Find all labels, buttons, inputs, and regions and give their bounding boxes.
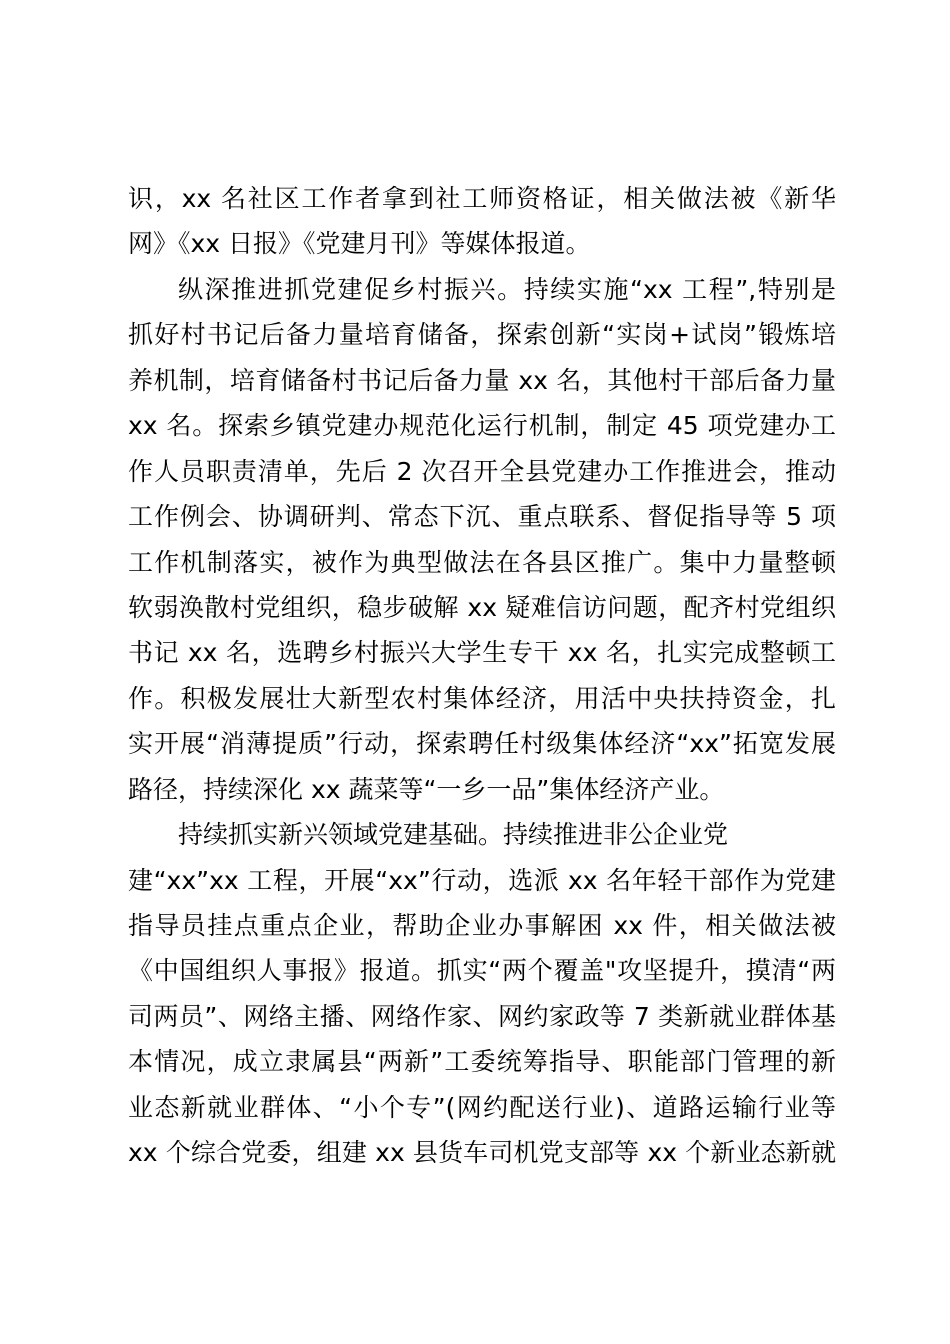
- text-line: 司两员”、网络主播、网络作家、网约家政等 7 类新就业群体基: [128, 1001, 836, 1031]
- text-line: 指导员挂点重点企业，帮助企业办事解困 xx 件，相关做法被: [128, 911, 836, 940]
- text-line: 识，xx 名社区工作者拿到社工师资格证，相关做法被《新华: [128, 184, 836, 213]
- text-line: 作人员职责清单，先后 2 次召开全县党建办工作推进会，推动: [128, 456, 836, 486]
- paragraph-heading-line: 纵深推进抓党建促乡村振兴。持续实施“xx 工程”,特别是: [178, 274, 836, 304]
- text-line: 工作机制落实，被作为典型做法在各县区推广。集中力量整顿: [128, 547, 836, 577]
- text-line: xx 个综合党委，组建 xx 县货车司机党支部等 xx 个新业态新就: [128, 1138, 836, 1168]
- text-line: 养机制，培育储备村书记后备力量 xx 名，其他村干部后备力量: [128, 365, 836, 395]
- text-line: 抓好村书记后备力量培育储备，探索创新“实岗+试岗”锻炼培: [128, 320, 836, 350]
- paragraph-heading-line: 持续抓实新兴领域党建基础。持续推进非公企业党: [178, 820, 729, 850]
- text-line: 工作例会、协调研判、常态下沉、重点联系、督促指导等 5 项: [128, 502, 836, 532]
- text-line: 路径，持续深化 xx 蔬菜等“一乡一品”集体经济产业。: [128, 774, 725, 804]
- text-line: 作。积极发展壮大新型农村集体经济，用活中央扶持资金，扎: [128, 683, 836, 713]
- text-line: 《中国组织人事报》报道。抓实“两个覆盖"攻坚提升，摸清“两: [128, 956, 836, 986]
- text-line: xx 名。探索乡镇党建办规范化运行机制，制定 45 项党建办工: [128, 411, 836, 441]
- document-body: [128, 176, 836, 1176]
- text-line: 软弱涣散村党组织，稳步破解 xx 疑难信访问题，配齐村党组织: [128, 592, 836, 622]
- text-line: 网》《xx 日报》《党建月刊》等媒体报道。: [128, 229, 591, 259]
- text-line: 本情况，成立隶属县“两新”工委统筹指导、职能部门管理的新: [128, 1047, 836, 1077]
- text-line: 业态新就业群体、“小个专”(网约配送行业)、道路运输行业等: [128, 1092, 836, 1122]
- text-line: 书记 xx 名，选聘乡村振兴大学生专干 xx 名，扎实完成整顿工: [128, 638, 836, 668]
- text-line: 建“xx”xx 工程，开展“xx”行动，选派 xx 名年轻干部作为党建: [128, 865, 836, 895]
- text-line: 实开展“消薄提质”行动，探索聘任村级集体经济“xx”拓宽发展: [128, 729, 836, 759]
